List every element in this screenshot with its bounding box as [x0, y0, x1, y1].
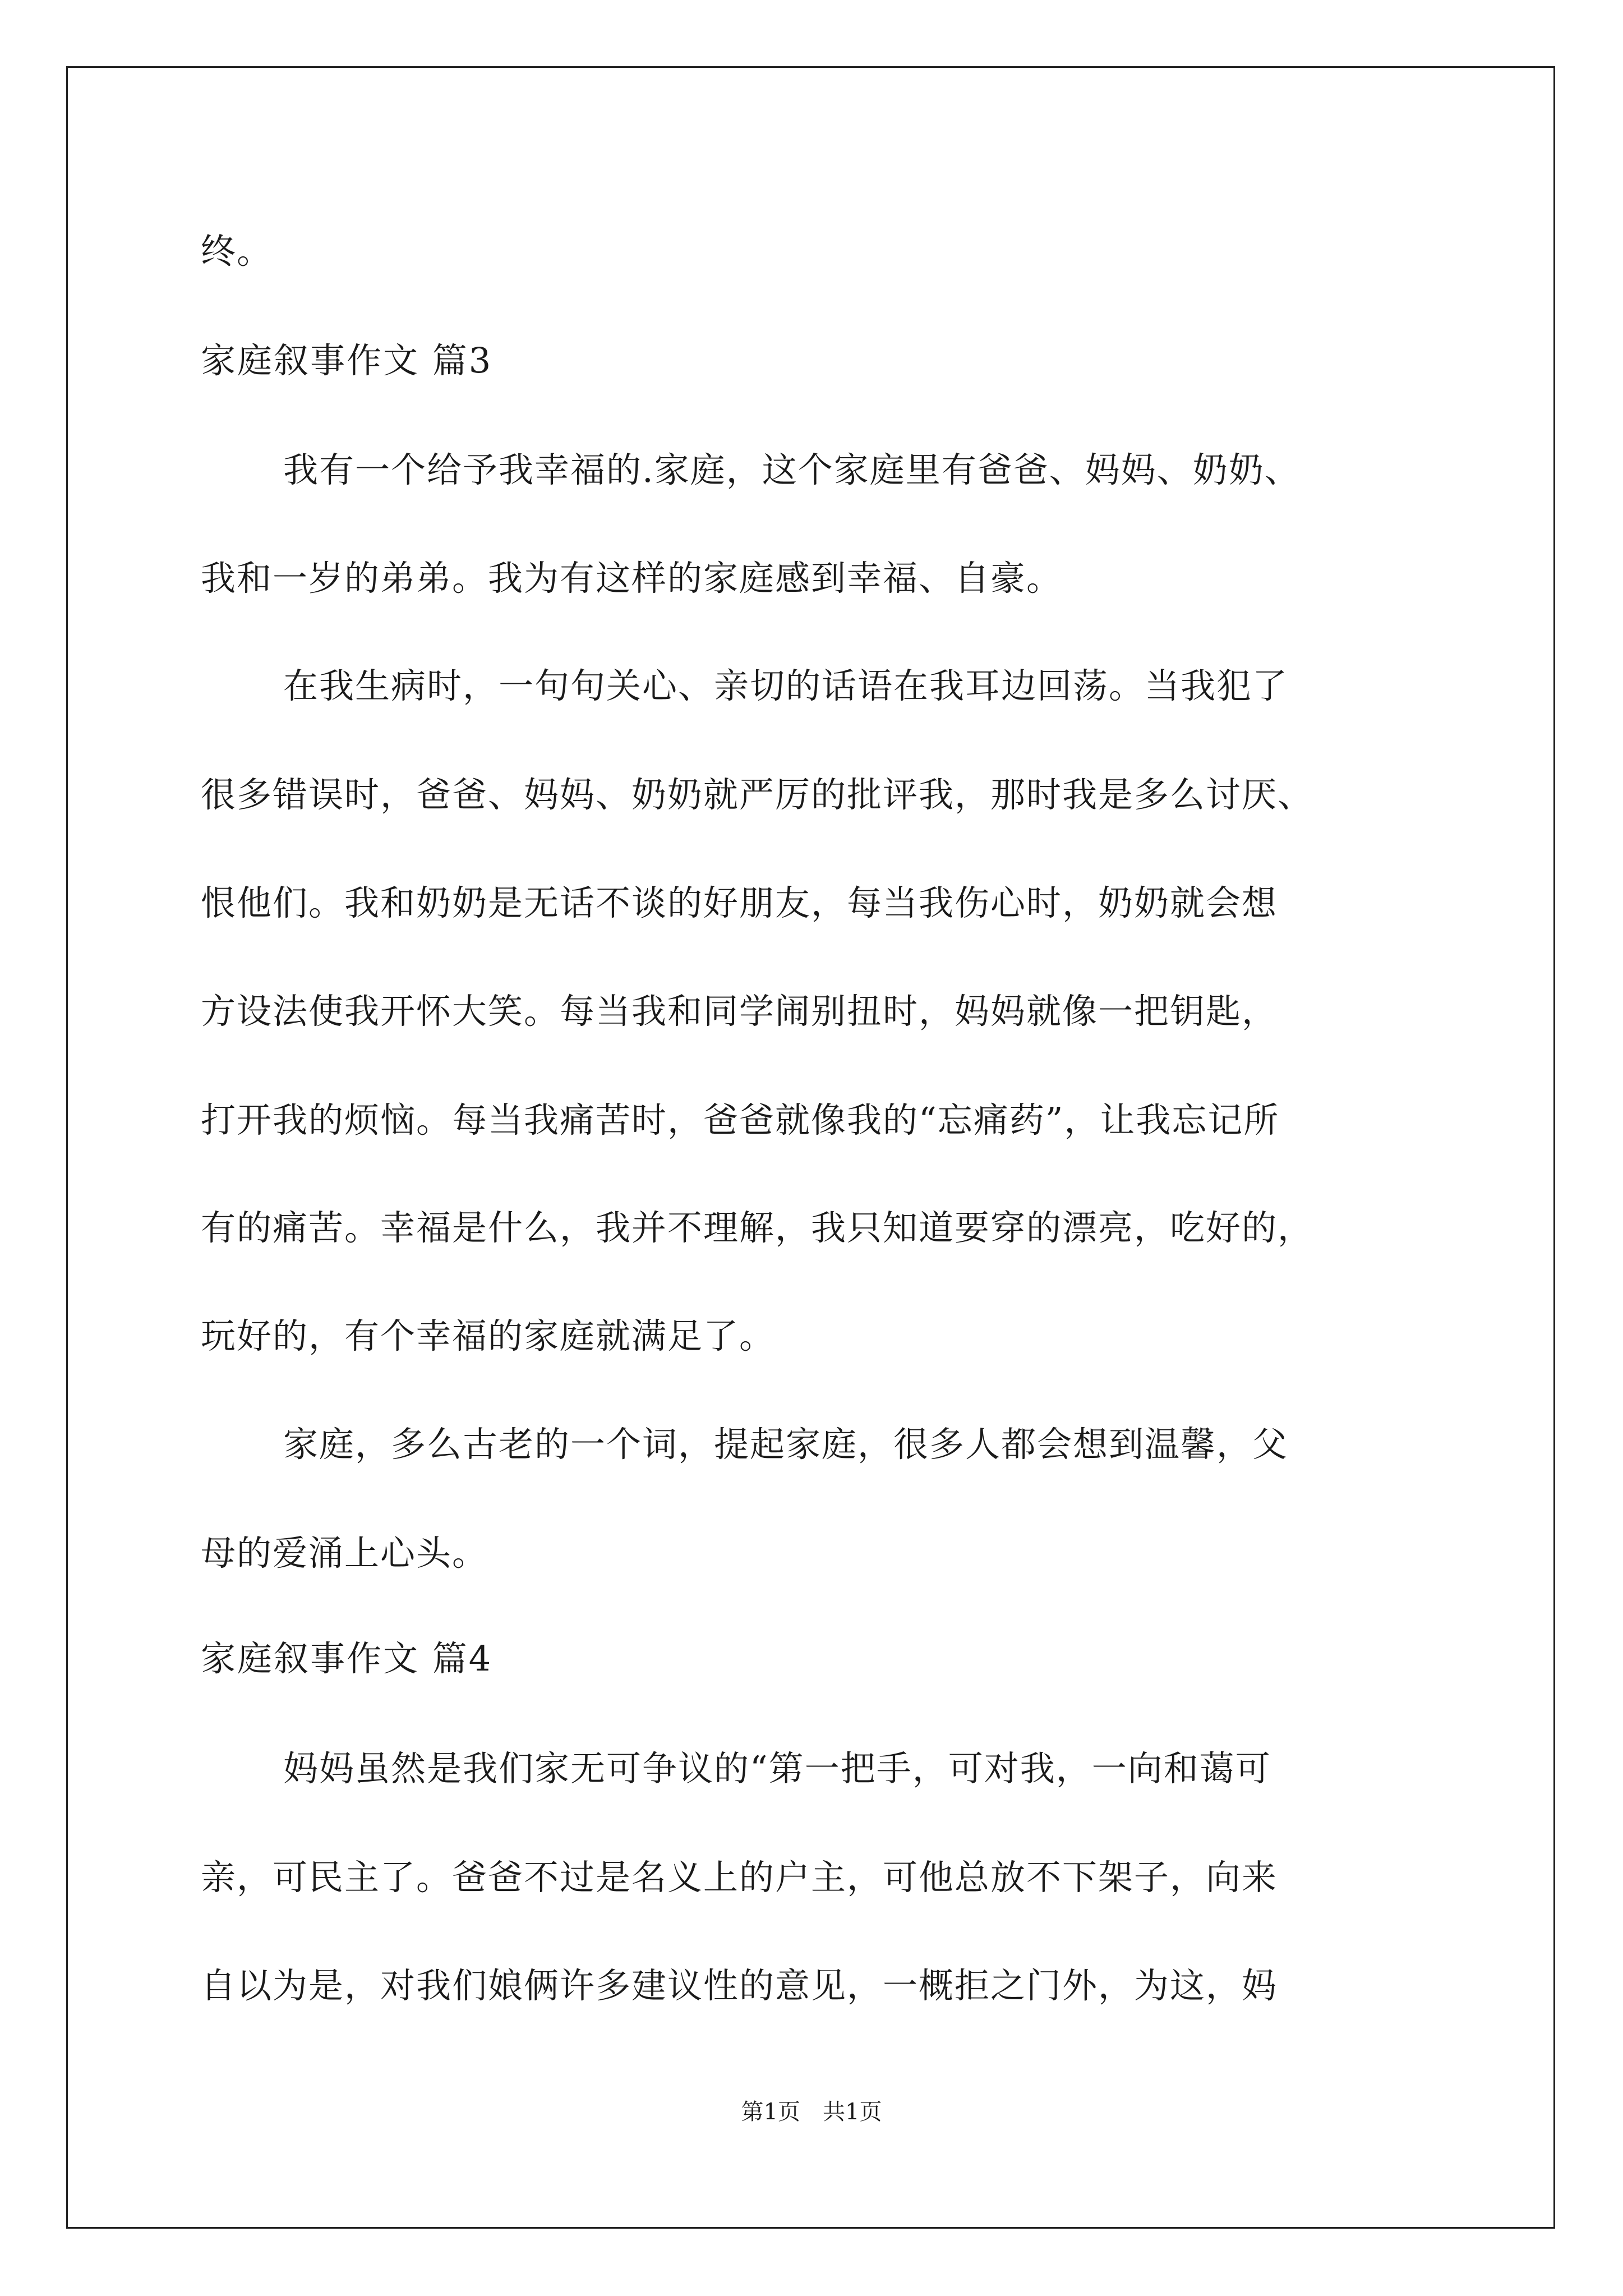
text-line-6: 很多错误时，爸爸、妈妈、奶奶就严厉的批评我，那时我是多么讨厌、 — [201, 774, 1314, 815]
text-line-4: 我和一岁的弟弟。我为有这样的家庭感到幸福、自豪。 — [201, 558, 1063, 599]
text-line-7: 恨他们。我和奶奶是无话不谈的好朋友，每当我伤心时，奶奶就会想 — [201, 882, 1278, 923]
text-line-9: 打开我的烦恼。每当我痛苦时，爸爸就像我的“忘痛药”，让我忘记所 — [201, 1099, 1280, 1140]
text-line-11: 玩好的，有个幸福的家庭就满足了。 — [201, 1315, 776, 1356]
section-heading-3: 家庭叙事作文 篇3 — [201, 340, 493, 381]
text-line-8: 方设法使我开怀大笑。每当我和同学闹别扭时，妈妈就像一把钥匙， — [201, 991, 1278, 1032]
text-line-10: 有的痛苦。幸福是什么，我并不理解，我只知道要穿的漂亮，吃好的， — [201, 1207, 1314, 1248]
text-line-1: 终。 — [201, 231, 273, 272]
text-line-17: 自以为是，对我们娘俩许多建议性的意见，一概拒之门外，为这，妈 — [201, 1965, 1278, 2006]
text-line-13: 母的爱涌上心头。 — [201, 1533, 488, 1573]
page-border — [66, 66, 1555, 2229]
page-footer: 第1页 共1页 — [741, 2099, 882, 2125]
text-line-5: 在我生病时，一句句关心、亲切的话语在我耳边回荡。当我犯了 — [283, 665, 1289, 706]
section-heading-4: 家庭叙事作文 篇4 — [201, 1638, 493, 1679]
text-line-15: 妈妈虽然是我们家无可争议的“第一把手，可对我，一向和蔼可 — [283, 1748, 1271, 1789]
text-line-3: 我有一个给予我幸福的.家庭，这个家庭里有爸爸、妈妈、奶奶、 — [283, 449, 1301, 490]
text-line-16: 亲，可民主了。爸爸不过是名义上的户主，可他总放不下架子，向来 — [201, 1857, 1278, 1898]
text-line-12: 家庭，多么古老的一个词，提起家庭，很多人都会想到温馨，父 — [283, 1424, 1289, 1465]
